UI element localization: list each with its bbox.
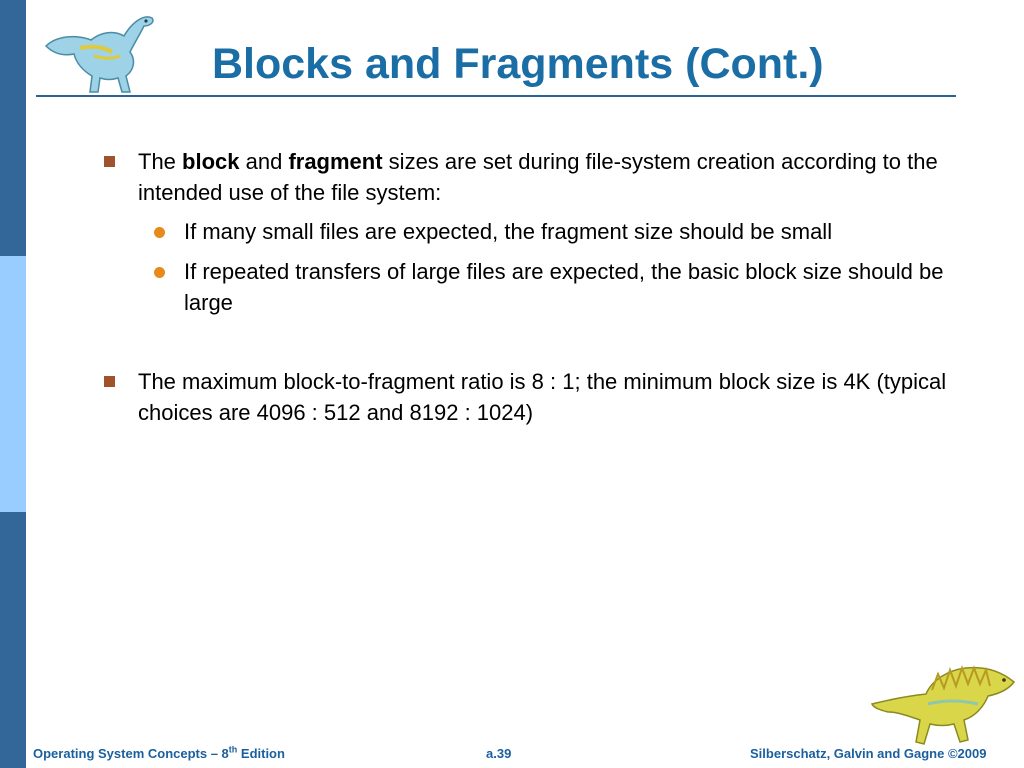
sub-bullet-item [100,256,960,318]
sub-bullet-text: If repeated transfers of large files are expected, the basic block size should be large [184,259,944,315]
sub-bullet-item [100,216,960,247]
dinosaur-bottom-icon [868,660,1018,750]
footer-book-title-text: Operating System Concepts – 8 [33,746,229,761]
footer-authors: Silberschatz, Galvin and Gagne ©2009 [750,746,987,761]
sidebar-segment-middle [0,256,26,512]
footer-edition-text: Edition [237,746,285,761]
title-divider [36,95,956,97]
bullet-text-mid: and [239,149,289,174]
footer-book-title [33,746,285,761]
sub-bullet-text: If many small files are expected, the fragment size should be small [184,219,833,244]
slide-content [100,146,960,428]
dinosaur-top-icon [36,6,156,98]
bullet-text-pre: The [138,149,183,174]
dot-bullet-icon [154,267,165,278]
bullet-text: The maximum block-to-fragment ratio is 8 : 1; the minimum block size is 4K (typical choices are 4096 : 512 and 8192 : 1024) [138,369,947,425]
sub-bullet-list [100,216,960,318]
sidebar-segment-top [0,0,26,256]
dot-bullet-icon [154,227,165,238]
footer-page-number: a.39 [486,746,512,761]
bullet-item [100,146,960,208]
bullet-item [100,366,960,428]
footer-edition-superscript: th [228,744,238,755]
bullet-bold-block: block [182,149,240,174]
sidebar-segment-bottom [0,512,26,768]
square-bullet-icon [104,376,115,387]
square-bullet-icon [104,156,115,167]
bullet-text-post: sizes are set during file-system creation according to the intended use of the file system: [138,149,938,205]
slide-title: Blocks and Fragments (Cont.) [212,40,824,88]
bullet-bold-fragment: fragment [288,149,383,174]
